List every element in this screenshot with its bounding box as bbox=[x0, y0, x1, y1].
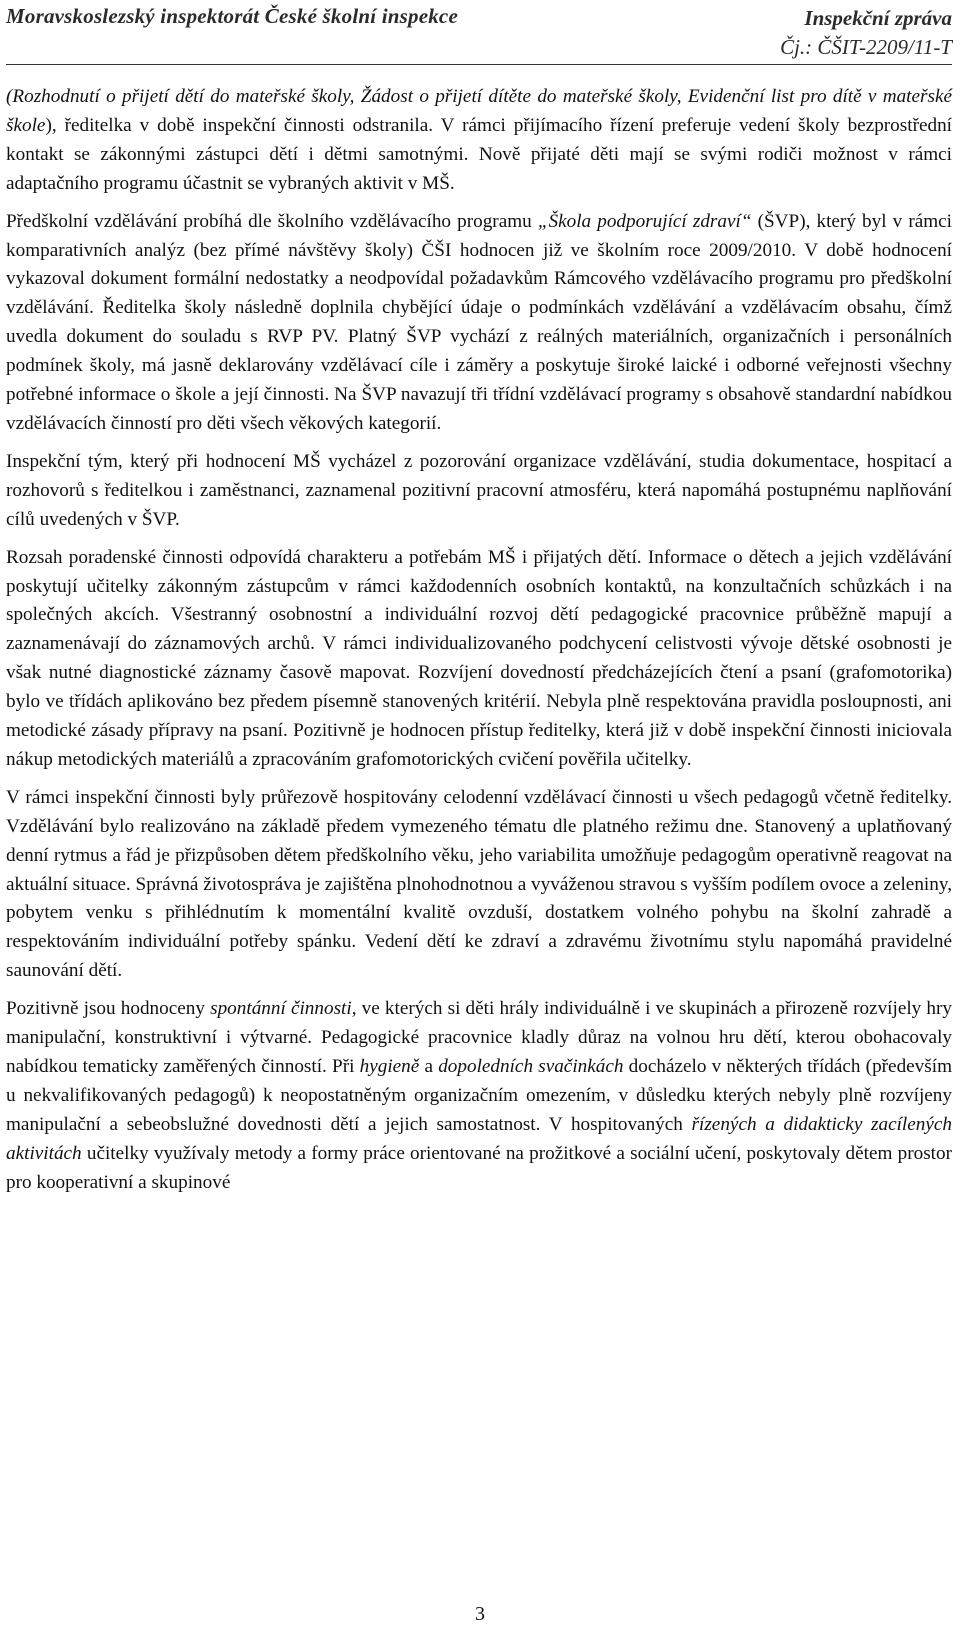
italic-text: řízených a didakticky zacílených aktivitách bbox=[6, 1113, 952, 1164]
italic-text: „Škola podporující zdraví“ bbox=[537, 210, 752, 232]
text-run: Inspekční tým, který při hodnocení MŠ vycházel z pozorování organizace vzdělávání, studia dokumentace, hospitací a rozhovorů s ředitelkou i zaměstnanci, zaznamenal pozitivní pracovní atmosféru, která napomáhá postupnému naplňování cílů uvedených v ŠVP. bbox=[6, 450, 952, 530]
paragraph bbox=[6, 784, 952, 986]
paragraph bbox=[6, 208, 952, 439]
text-run: (ŠVP), který byl v rámci komparativních analýz (bez přímé návštěvy školy) ČŠI hodnocen již ve školním roce 2009/2010. V době hodnocení vykazoval dokument formální nedostatky a neodpovídal požadavkům Rámcového vzdělávacího programu pro předškolní vzdělávání. Ředitelka školy následně doplnila chybějící údaje o podmínkách vzdělávání a vzdělávacím obsahu, čímž uvedla dokument do souladu s RVP PV. Platný ŠVP vychází z reálných materiálních, organizačních i personálních podmínek školy, má jasně deklarovány vzdělávací cíle i záměry a poskytuje široké laické i odborné veřejnosti všechny potřebné informace o škole a její činnosti. Na ŠVP navazují tři třídní vzdělávací programy s obsahově standardní nabídkou vzdělávacích činností pro děti všech věkových kategorií. bbox=[6, 210, 952, 434]
paragraph bbox=[6, 544, 952, 775]
italic-text: dopoledních svačinkách bbox=[438, 1056, 624, 1077]
paragraph bbox=[6, 448, 952, 535]
paragraph bbox=[6, 83, 952, 199]
text-run: Předškolní vzdělávání probíhá dle školního vzdělávacího programu bbox=[6, 210, 538, 232]
text-run: , ve kterých si děti hrály individuálně i ve skupinách a přirozeně rozvíjely hry manipulační, konstruktivní i výtvarné. Pedagogické pracovnice kladly důraz na volnou hru dětí, kterou obohacovaly nabídkou tematicky zaměřených činností. Při bbox=[6, 998, 953, 1077]
italic-text: spontánní činnosti bbox=[210, 998, 352, 1020]
page-header bbox=[6, 4, 952, 62]
text-run: docházelo v některých třídách (především u nekvalifikovaných pedagogů) k neopostatněným organizačním omezením, v důsledku kterých nebyly plně rozvíjeny manipulační a sebeobslužné dovednosti dětí a jejich samostatnost. V hospitovaných bbox=[6, 1056, 952, 1135]
text-run: učitelky využívaly metody a formy práce orientované na prožitkové a sociální učení, poskytovaly dětem prostor pro kooperativní a skupinové bbox=[6, 1142, 952, 1193]
italic-text: (Rozhodnutí o přijetí dětí do mateřské školy, Žádost o přijetí dítěte do mateřské školy, Evidenční list pro dítě v mateřské škole bbox=[6, 86, 952, 136]
text-run: Pozitivně jsou hodnoceny bbox=[6, 998, 211, 1020]
paragraph bbox=[6, 995, 952, 1197]
text-run: a bbox=[419, 1056, 439, 1077]
header-divider bbox=[6, 64, 952, 65]
header-reference-number: Čj.: ČŠIT-2209/11-T bbox=[780, 35, 952, 59]
header-report-info bbox=[780, 4, 952, 62]
italic-text: hygieně bbox=[359, 1056, 420, 1077]
text-run: V rámci inspekční činnosti byly průřezově hospitovány celodenní vzdělávací činnosti u všech pedagogů včetně ředitelky. Vzdělávání bylo realizováno na základě předem vymezeného tématu dle platného režimu dne. Stanovený a uplatňovaný denní rytmus a řád je přizpůsoben dětem předškolního věku, jeho variabilita umožňuje pedagogům operativně reagovat na aktuální situace. Správná životospráva je zajištěna plnohodnotnou a vyváženou stravou s vyšším podílem ovoce a zeleniny, pobytem venku s přihlédnutím k momentální kvalitě ovzduší, dostatkem volného pohybu na školní zahradě a respektováním individuální potřeby spánku. Vedení dětí ke zdraví a zdravému životnímu stylu napomáhá pravidelné saunování dětí. bbox=[6, 786, 952, 982]
document-body bbox=[6, 83, 952, 1207]
text-run: ), ředitelka v době inspekční činnosti odstranila. V rámci přijímacího řízení preferuje vedení školy bezprostřední kontakt se zákonnými zástupci dětí i dětmi samotnými. Nově přijaté děti mají se svými rodiči možnost v rámci adaptačního programu účastnit se vybraných aktivit v MŠ. bbox=[6, 114, 952, 194]
text-run: Rozsah poradenské činnosti odpovídá charakteru a potřebám MŠ i přijatých dětí. Informace o dětech a jejich vzdělávání poskytují učitelky zákonným zástupcům v rámci každodenních osobních kontaktů, na konzultačních schůzkách i na společných akcích. Všestranný osobnostní a individuální rozvoj dětí pedagogické pracovnice průběžně mapují a zaznamenávají do záznamových archů. V rámci individualizovaného podchycení celistvosti vývoje dětské osobnosti je však nutné diagnostické záznamy časově mapovat. Rozvíjení dovedností předcházejících čtení a psaní (grafomotorika) bylo ve třídách aplikováno bez předem písemně stanovených kritérií. Nebyla plně respektována pravidla posloupnosti, ani metodické zásady přípravy na psaní. Pozitivně je hodnocen přístup ředitelky, která již v době inspekční činnosti iniciovala nákup metodických materiálů a zpracováním grafomotorických cvičení pověřila učitelky. bbox=[6, 546, 952, 770]
header-report-title: Inspekční zpráva bbox=[804, 6, 952, 30]
header-inspectorate: Moravskoslezský inspektorát České školní inspekce bbox=[6, 4, 458, 28]
page-number: 3 bbox=[475, 1603, 485, 1625]
